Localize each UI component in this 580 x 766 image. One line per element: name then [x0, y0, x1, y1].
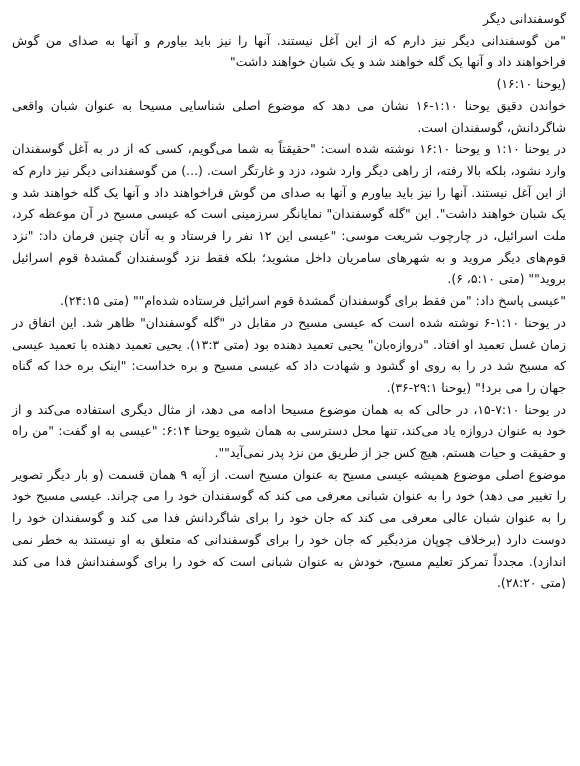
- document-heading: گوسفندانی دیگر: [483, 11, 566, 26]
- paragraph-jesus-answer: "عیسی پاسخ داد: "من فقط برای گوسفندان گمشدهٔ قوم اسرائیل فرستاده شده‌ام"" (متی ۲۴:۱۵).: [59, 293, 566, 309]
- paragraph-intro: خواندن دقیق یوحنا ۱:۱۰-۱۶ نشان می دهد که موضوع اصلی شناسایی مسیحا به عنوان شبان واقعی شاگردانش، گوسفندان است.: [12, 97, 566, 135]
- paragraph-gatekeeper: در یوحنا ۱:۱۰-۶ نوشته شده است که عیسی مسیح در مقابل در "گله گوسفندان" ظاهر شد. این اتفاق در زمان غسل تعمید او افتاد. "دروازه‌بان" یحیی تعمید دهنده بود (متی ۱۳:۳). یحیی تعمید دهنده با تعمید عیسی که مسیح شد در را به روی او گشود و شهادت داد که عیسی مسیح و بره خداست: "اینک بره خدا که گناه جهان را می برد!" (یوحنا ۲۹:۱-۳۶).: [12, 314, 567, 395]
- paragraph-sheepfold: در یوحنا ۱:۱۰ و یوحنا ۱۶:۱۰ نوشته شده است: "حقیقتاً به شما می‌گویم، کسی که از در به آغل گوسفندان وارد نشود، بلکه بالا رفته، از راهی دیگر وارد شود، دزد و غارتگر است. (...) من گوسفندانی دیگر نیز دارم که از این آغل نیستند. آنها را نیز باید بیاورم و آنها به صدای من گوش فراخواهند داد و آنها یک گله خواهند شد و یک شبان خواهند داشت". این "گله گوسفندان" نمایانگر سرزمینی است که عیسی مسیح در آن موعظه کرد، ملت اسرائیل، در چارچوب شریعت موسی: "عیسی این ۱۲ نفر را فرستاد و به آنان چنین فرمان داد: "نزد قوم‌های دیگر مروید و به شهرهای سامریان داخل مشوید؛ بلکه فقط نزد گوسفندان گمشدهٔ قوم اسرائیل بروید"" (متی ۵:۱۰، ۶).: [12, 141, 567, 287]
- paragraph-door: در یوحنا ۷:۱۰-۱۵، در حالی که به همان موضوع مسیحا ادامه می دهد، از مثال دیگری استفاده می‌کند و از خود به عنوان دروازه یاد می‌کند، تنها محل دسترسی به همان شیوه یوحنا ۶:۱۴: "عیسی به او گفت: "من راه و حقیقت و حیات هستم. هیچ کس جز از طریق من نزد پدر نمی‌آید"".: [12, 401, 567, 461]
- paragraph-good-shepherd: موضوع اصلی موضوع همیشه عیسی مسیح به عنوان مسیح است. از آیه ۹ همان قسمت (و بار دیگر تصویر را تغییر می دهد) خود را به عنوان شبانی معرفی می کند که گوسفندان خود را می چراند. عیسی مسیح خود را به عنوان شبان عالی معرفی می کند که جان خود را برای شاگردانش فدا می کند و گوسفندان خود را دوست دارد (برخلاف چوپان مزدبگیر که جان خود را برای گوسفندانی که متعلق به او نیستند به خطر نمی اندازد). مجدداً تمرکز تعلیم مسیح، خودش به عنوان شبانی است که خود را برای گوسفندانش فدا می کند (متی ۲۸:۲۰).: [12, 466, 566, 591]
- quote-reference: (یوحنا ۱۶:۱۰): [496, 76, 566, 92]
- quote-verse: "من گوسفندانی دیگر نیز دارم که از این آغل نیستند. آنها را نیز باید بیاورم و آنها به صدای من گوش فراخواهند داد و آنها یک گله خواهند شد و یک شبان خواهند داشت": [12, 32, 566, 70]
